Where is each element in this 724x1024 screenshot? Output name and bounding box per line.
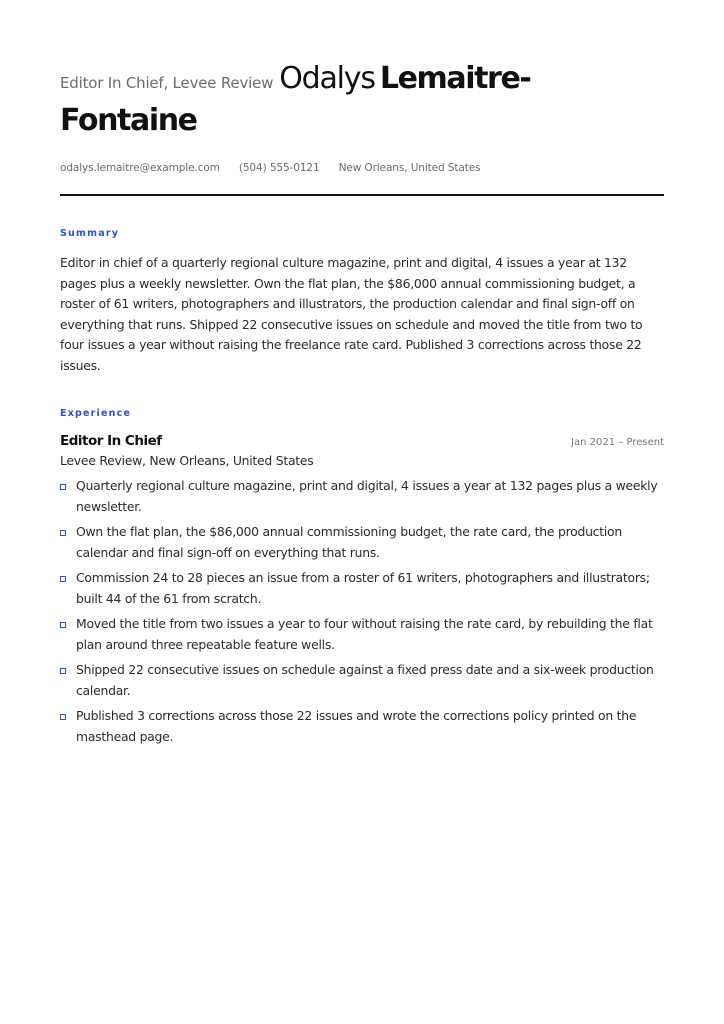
job-bullet	[60, 522, 664, 563]
square-bullet-icon	[60, 576, 66, 582]
job-bullet	[60, 660, 664, 701]
job-bullets	[60, 476, 664, 747]
summary-text: Editor in chief of a quarterly regional culture magazine, print and digital, 4 issues a year at 132 pages plus a weekly newsletter. Own the flat plan, the $86,000 annual commissioning budget, a roster of 61 writers, photographers and illustrators, the production calendar and final sign-off on everything that runs. Shipped 22 consecutive issues on schedule and moved the title from two to four issues a year without raising the freelance rate card. Published 3 corrections across those 22 issues.	[60, 255, 643, 373]
job-bullet	[60, 568, 664, 609]
section-title-experience: Experience	[60, 408, 132, 419]
contact-location: New Orleans, United States	[338, 162, 481, 174]
bullet-text: Quarterly regional culture magazine, print and digital, 4 issues a year at 132 pages plus a weekly newsletter.	[76, 478, 658, 514]
contact-phone[interactable]: (504) 555-0121	[238, 162, 320, 174]
job-entry	[60, 433, 664, 747]
square-bullet-icon	[60, 484, 66, 490]
square-bullet-icon	[60, 622, 66, 628]
job-bullet	[60, 614, 664, 655]
bullet-text: Moved the title from two issues a year to four without raising the rate card, by rebuilding the flat plan around three repeatable feature wells.	[76, 616, 653, 652]
name-last: Lemaitre-Fontaine	[60, 61, 531, 138]
square-bullet-icon	[60, 530, 66, 536]
bullet-text: Shipped 22 consecutive issues on schedule against a fixed press date and a six-week production calendar.	[76, 662, 654, 698]
job-header	[60, 433, 664, 449]
job-bullet	[60, 476, 664, 517]
bullet-text: Own the flat plan, the $86,000 annual commissioning budget, the rate card, the production calendar and final sign-off on everything that runs.	[76, 524, 622, 560]
job-bullet	[60, 706, 664, 747]
header-role: Editor In Chief, Levee Review	[60, 74, 274, 92]
bullet-text: Commission 24 to 28 pieces an issue from a roster of 61 writers, photographers and illustrators; built 44 of the 61 from scratch.	[76, 570, 650, 606]
job-title: Editor In Chief	[60, 433, 162, 449]
resume-header	[60, 60, 664, 144]
contact-email[interactable]: odalys.lemaitre@example.com	[60, 162, 220, 174]
resume-page	[60, 60, 664, 752]
section-title-summary: Summary	[60, 228, 120, 239]
square-bullet-icon	[60, 668, 66, 674]
square-bullet-icon	[60, 714, 66, 720]
job-dates: Jan 2021 – Present	[571, 437, 664, 448]
header-divider	[60, 194, 664, 196]
job-organization: Levee Review, New Orleans, United States	[60, 453, 314, 468]
name-first: Odalys	[279, 61, 375, 96]
bullet-text: Published 3 corrections across those 22 issues and wrote the corrections policy printed on the masthead page.	[76, 708, 637, 744]
contact-line	[60, 162, 664, 174]
